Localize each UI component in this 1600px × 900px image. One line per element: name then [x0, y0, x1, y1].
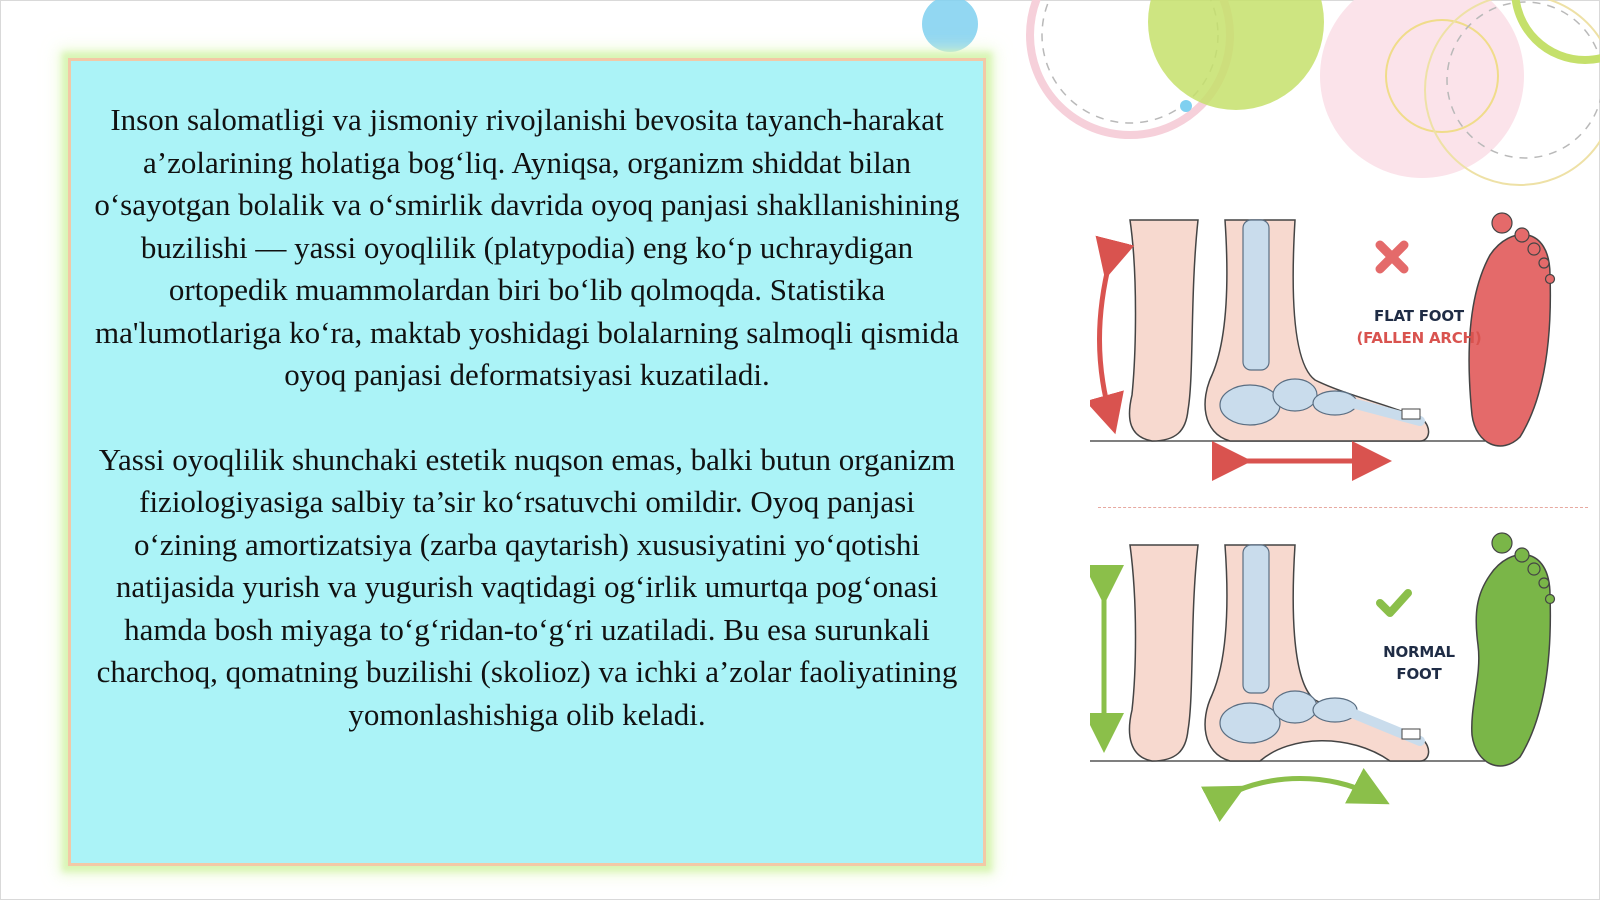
flat-foot-label-line2: (FALLEN ARCH) [1356, 329, 1482, 347]
flat-back-leg [1129, 220, 1198, 441]
small-blue-dot [1180, 100, 1192, 112]
flat-tibia-bone [1243, 220, 1269, 370]
normal-foot-label-line1: NORMAL [1383, 643, 1455, 661]
flat-foot-label-line1: FLAT FOOT [1374, 307, 1464, 325]
normal-foot-label [1370, 641, 1468, 685]
normal-foot-label-line2: FOOT [1396, 665, 1442, 683]
normal-back-leg [1129, 545, 1198, 761]
illustration-divider [1098, 507, 1588, 508]
paragraph-intro: Inson salomatligi va jismoniy rivojlanishi bevosita tayanch-harakat a’zolarining holatiga bog‘liq. Ayniqsa, organizm shiddat bilan o‘sayotgan bolalik va o‘smirlik davrida oyoq panjasi shakllanishining buzilishi — yassi oyoqlilik (platypodia) eng ko‘p uchraydigan ortopedik muammolardan biri bo‘lib qolmoqda. Statistika ma'lumotlariga ko‘ra, maktab yoshidagi bolalarning salmoqli qismida oyoq panjasi deformatsiyasi kuzatiladi. [94, 102, 960, 392]
text-panel [68, 58, 986, 866]
check-icon [1380, 593, 1408, 613]
green-circle [1148, 0, 1324, 110]
paragraph-effects: Yassi oyoqlilik shunchaki estetik nuqson emas, balki butun organizm fiziologiyasiga salbiy ta’sir ko‘rsatuvchi omildir. Oyoq panjasi o‘zining amortizatsiya (zarba qaytarish) xususiyatini yo‘qotishi natijasida yurish va yugurish vaqtidagi og‘irlik umurtqa pog‘onasi hamda bosh miyaga to‘g‘ridan-to‘g‘ri uzatiladi. Bu esa surunkali charchoq, qomatning buzilishi (skolioz) va ichki a’zolar faoliyatining yomonlashishiga olib keladi. [96, 441, 958, 732]
foot-comparison-illustration [1090, 205, 1600, 825]
normal-footprint [1472, 555, 1551, 766]
normal-horizontal-arrow [1228, 779, 1372, 796]
normal-tibia-bone [1243, 545, 1269, 693]
flat-vertical-arrow [1100, 260, 1111, 415]
blue-circle [922, 0, 978, 52]
cross-icon [1380, 245, 1404, 269]
normal-foot-group [1090, 533, 1555, 795]
flat-foot-label [1352, 305, 1486, 349]
green-ring-right [1515, 0, 1600, 60]
